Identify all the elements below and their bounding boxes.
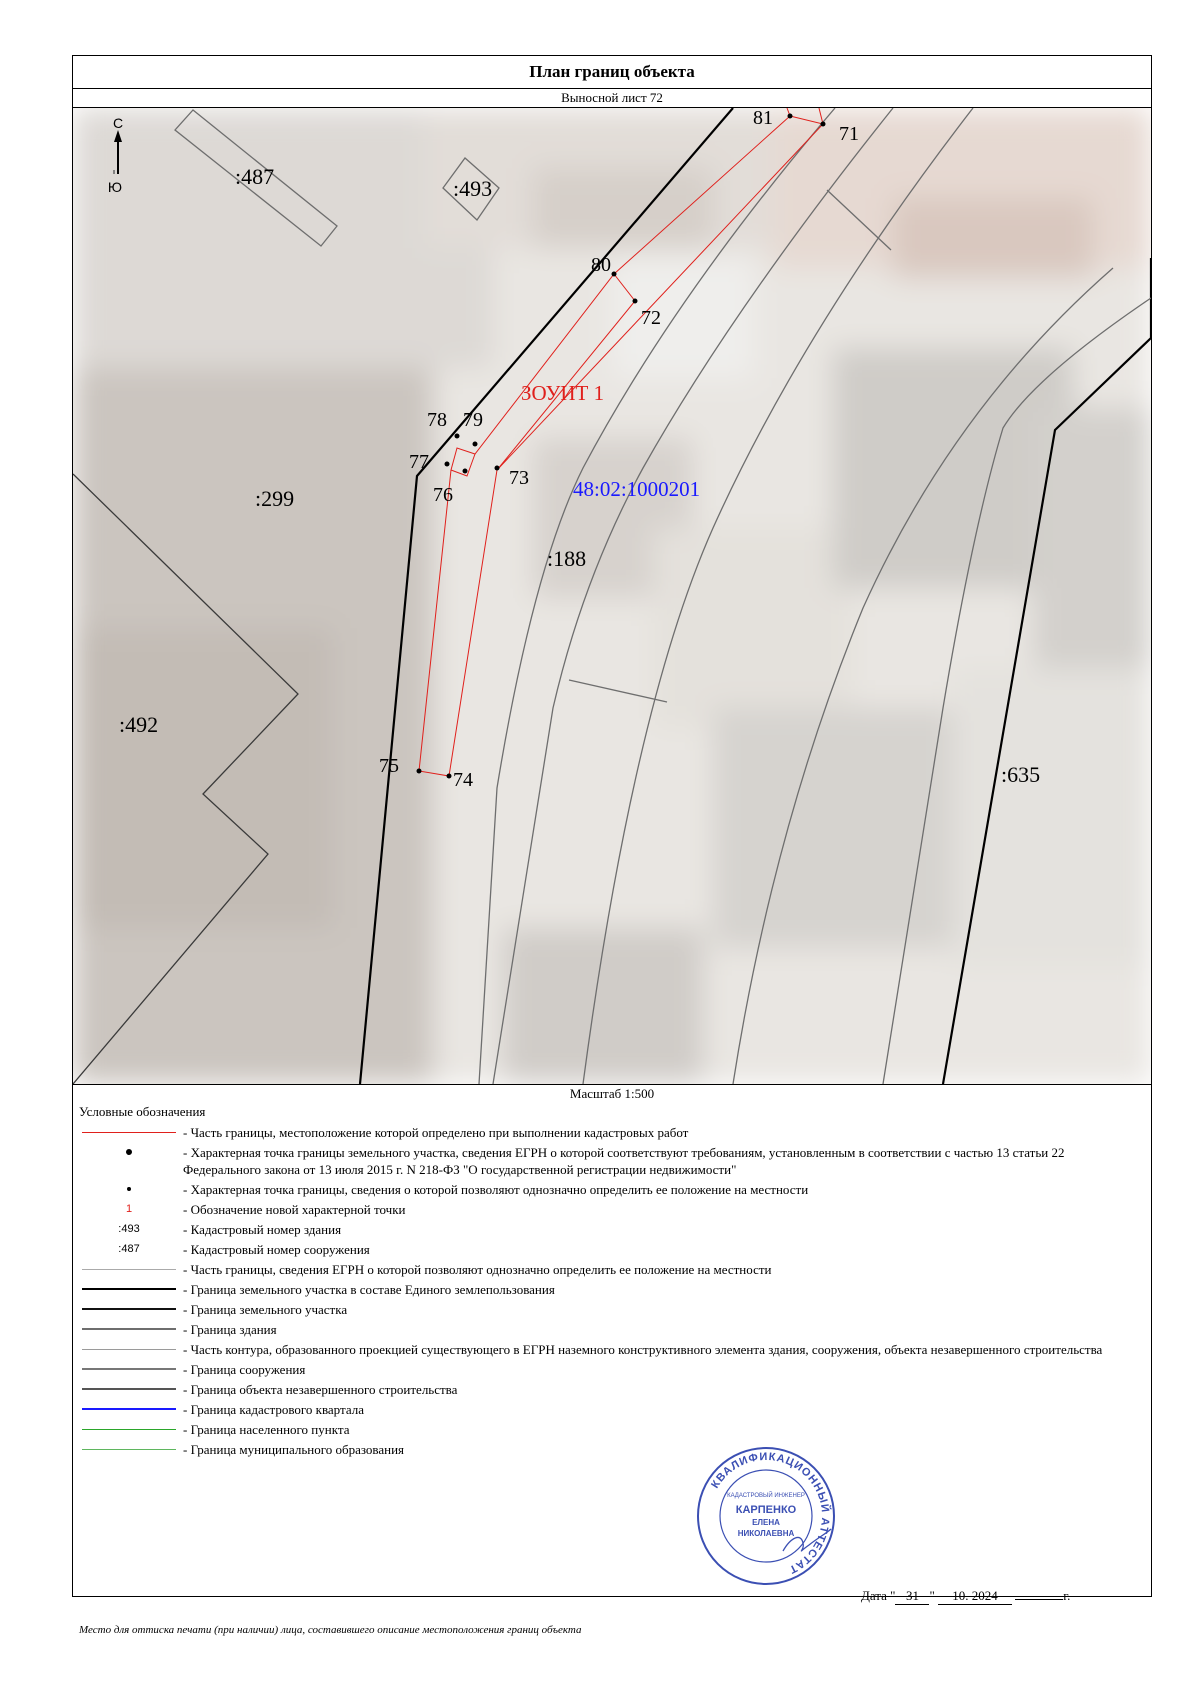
scale-label: Масштаб 1:500 — [569, 1086, 655, 1101]
point-label: 80 — [591, 254, 611, 276]
date-month-year: 10. 2024 — [938, 1588, 1012, 1605]
structure-number-symbol: :487 — [118, 1243, 140, 1255]
building-number-symbol: :493 — [118, 1223, 140, 1235]
point-label: 77 — [409, 451, 429, 473]
stamp-footnote: Место для оттиска печати (при наличии) лица, составившего описание местоположения границ объекта — [79, 1624, 582, 1636]
gray-line-symbol — [82, 1368, 176, 1370]
new-point-symbol: 1 — [125, 1203, 133, 1215]
stamp-name: ЕЛЕНА — [752, 1518, 780, 1527]
black-line-symbol — [82, 1288, 176, 1290]
legend-item: 1 - Обозначение новой характерной точки — [79, 1201, 1141, 1218]
stamp-surname: КАРПЕНКО — [735, 1504, 797, 1516]
date-suffix: г. — [1063, 1588, 1071, 1603]
legend-item: - Часть границы, сведения ЕГРН о которой позволяют однозначно определить ее положение на местности — [79, 1261, 1141, 1278]
aerial-background — [73, 108, 1151, 1084]
gray-line-symbol — [82, 1269, 176, 1270]
stamp-role: КАДАСТРОВЫЙ ИНЖЕНЕР — [727, 1493, 805, 1499]
point-label: 73 — [509, 467, 529, 489]
date-label: Дата — [861, 1588, 887, 1603]
cadastral-map — [73, 108, 1151, 1085]
small-point-symbol — [127, 1187, 131, 1191]
legend-title: Условные обозначения — [79, 1104, 206, 1119]
cadastral-number-label: :635 — [1001, 762, 1041, 787]
point-label: 76 — [433, 484, 453, 506]
cadastral-number-label: :492 — [119, 712, 159, 737]
point-symbol — [126, 1149, 132, 1155]
page-title: План границ объекта — [73, 56, 1151, 89]
legend-item: - Граница муниципального образования — [79, 1441, 1141, 1458]
point-label: 79 — [463, 409, 483, 431]
legend-item: - Граница населенного пункта — [79, 1421, 1141, 1438]
map-svg — [73, 108, 1151, 1084]
gray-line-symbol — [82, 1328, 176, 1330]
black-line-symbol — [82, 1308, 176, 1310]
point-label: 81 — [753, 108, 773, 129]
zouit-label: ЗОУИТ 1 — [521, 381, 605, 405]
point-label: 71 — [839, 123, 859, 145]
dark-gray-line-symbol — [82, 1388, 176, 1390]
stamp-patronymic: НИКОЛАЕВНА — [737, 1529, 795, 1538]
compass-south: Ю — [107, 179, 123, 195]
point-label: 78 — [427, 409, 447, 431]
green-line-symbol — [82, 1429, 176, 1430]
engineer-stamp — [691, 1441, 841, 1591]
legend-item: :487 - Кадастровый номер сооружения — [79, 1241, 1141, 1258]
legend — [79, 1124, 1141, 1461]
stamp-ring-text: КВАЛИФИКАЦИОННЫЙ АТТЕСТАТ — [709, 1450, 832, 1576]
cadastral-number-label: :299 — [255, 486, 295, 511]
compass-north: С — [112, 115, 124, 131]
blue-line-symbol — [82, 1408, 176, 1410]
cadastral-quarter-label: 48:02:1000201 — [573, 477, 701, 501]
legend-item: - Граница объекта незавершенного строительства — [79, 1381, 1141, 1398]
gray-line-symbol — [82, 1349, 176, 1350]
cadastral-number-label: :487 — [235, 164, 275, 189]
cadastral-number-label: :188 — [547, 546, 587, 571]
date-year-blank — [1015, 1599, 1063, 1600]
point-label: 72 — [641, 307, 661, 329]
legend-item: - Граница земельного участка в составе Единого землепользования — [79, 1281, 1141, 1298]
document-frame — [72, 55, 1152, 1636]
cadastral-number-label: :493 — [453, 176, 493, 201]
legend-item: - Граница здания — [79, 1321, 1141, 1338]
legend-item: - Граница сооружения — [79, 1361, 1141, 1378]
red-line-symbol — [82, 1132, 176, 1133]
legend-item: - Характерная точка границы, сведения о которой позволяют однозначно определить ее положение на местности — [79, 1181, 1141, 1198]
legend-item: - Часть границы, местоположение которой определено при выполнении кадастровых работ — [79, 1124, 1141, 1141]
point-label: 74 — [453, 769, 473, 791]
point-label: 75 — [379, 755, 399, 777]
sheet-label: Выносной лист 72 — [73, 89, 1151, 108]
legend-item: - Граница кадастрового квартала — [79, 1401, 1141, 1418]
legend-item: - Характерная точка границы земельного участка, сведения ЕГРН о которой соответствуют требованиям, установленным в соответствии с частью 13 статьи 22 Федерального закона от 13 июля 2015 г. N 218-ФЗ "О государственной регистрации недвижимости" — [79, 1144, 1141, 1178]
green-line-symbol — [82, 1449, 176, 1450]
date-line: Дата " 31 " 10. 2024 г. — [861, 1588, 1071, 1603]
legend-item: :493 - Кадастровый номер здания — [79, 1221, 1141, 1238]
legend-item: - Граница земельного участка — [79, 1301, 1141, 1318]
date-day: 31 — [895, 1588, 929, 1605]
legend-item: - Часть контура, образованного проекцией существующего в ЕГРН наземного конструктивного элемента здания, сооружения, объекта незавершенного строительства — [79, 1341, 1141, 1358]
